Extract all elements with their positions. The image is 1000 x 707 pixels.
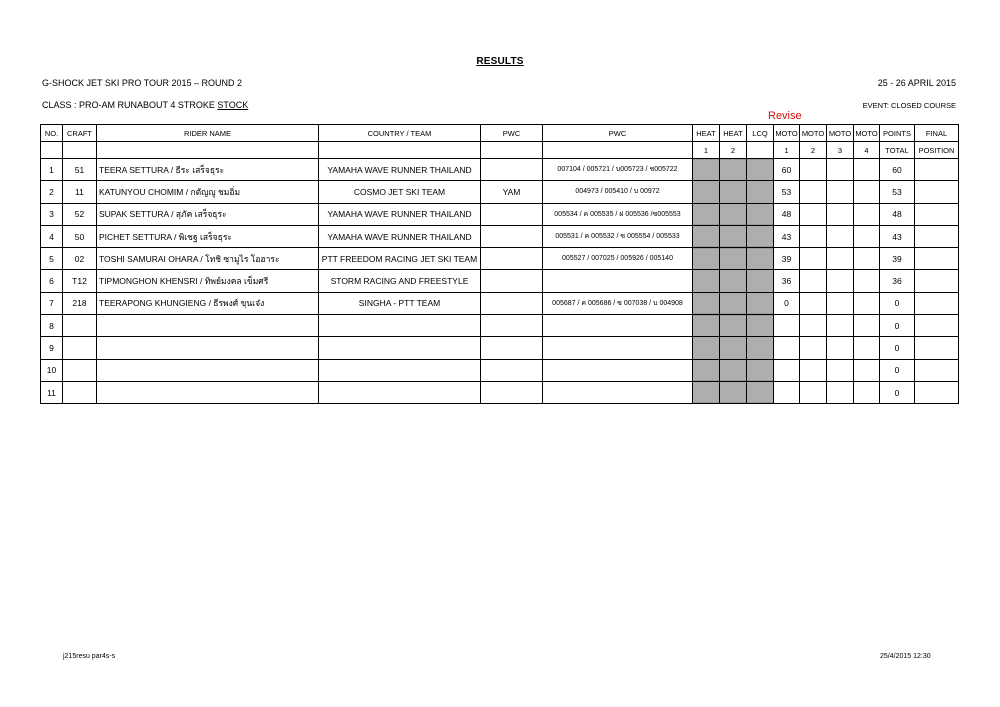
- lcq-cell: [747, 381, 774, 403]
- pwc-make: [481, 292, 543, 314]
- pwc-numbers: [543, 359, 693, 381]
- pwc-make: [481, 203, 543, 225]
- moto-1-points: [774, 337, 800, 359]
- moto-2-points: [800, 381, 827, 403]
- country-team: [319, 337, 481, 359]
- row-number: 2: [41, 181, 63, 203]
- moto-3-points: [827, 270, 854, 292]
- rider-name: [97, 315, 319, 337]
- lcq-cell: [747, 359, 774, 381]
- rider-name: TEERAPONG KHUNGIENG / ธีรพงศ์ ขุนเจ๋ง: [97, 292, 319, 314]
- moto-3-points: [827, 337, 854, 359]
- moto-4-points: [854, 225, 880, 247]
- lcq-cell: [747, 270, 774, 292]
- rider-name: TOSHI SAMURAI OHARA / โทชิ ซามูไร โอฮาระ: [97, 248, 319, 270]
- pwc-numbers: 005534 / ค 005535 / ฝ 005536 /ซ005553: [543, 203, 693, 225]
- moto-1-points: [774, 315, 800, 337]
- final-position: [915, 225, 959, 247]
- moto-3-points: [827, 225, 854, 247]
- pwc-numbers: 005531 / ค 005532 / ซ 005554 / 005533: [543, 225, 693, 247]
- country-team: YAMAHA WAVE RUNNER THAILAND: [319, 159, 481, 181]
- final-position: [915, 181, 959, 203]
- rider-name: SUPAK SETTURA / สุภัค เสร็จธุระ: [97, 203, 319, 225]
- heat-2-cell: [720, 270, 747, 292]
- points-total: 0: [880, 359, 915, 381]
- column-header: LCQ: [747, 125, 774, 142]
- row-number: 1: [41, 159, 63, 181]
- moto-1-points: 60: [774, 159, 800, 181]
- points-total: 0: [880, 381, 915, 403]
- craft-number: [63, 337, 97, 359]
- rider-name: TEERA SETTURA / ธีระ เสร็จธุระ: [97, 159, 319, 181]
- pwc-numbers: 007104 / 005721 / บ005723 / ช005722: [543, 159, 693, 181]
- column-subheader: [543, 142, 693, 159]
- results-table: [40, 124, 959, 404]
- points-total: 36: [880, 270, 915, 292]
- lcq-cell: [747, 292, 774, 314]
- row-number: 5: [41, 248, 63, 270]
- column-header: MOTO: [800, 125, 827, 142]
- heat-2-cell: [720, 292, 747, 314]
- moto-2-points: [800, 270, 827, 292]
- heat-1-cell: [693, 292, 720, 314]
- moto-2-points: [800, 203, 827, 225]
- column-header: PWC: [543, 125, 693, 142]
- pwc-make: [481, 381, 543, 403]
- column-subheader: [319, 142, 481, 159]
- rider-name: TIPMONGHON KHENSRI / ทิพย์มงคล เข็มศรี: [97, 270, 319, 292]
- craft-number: T12: [63, 270, 97, 292]
- class-prefix: CLASS : PRO-AM RUNABOUT 4 STROKE: [42, 100, 218, 110]
- moto-2-points: [800, 225, 827, 247]
- column-header: POINTS: [880, 125, 915, 142]
- country-team: STORM RACING AND FREESTYLE: [319, 270, 481, 292]
- craft-number: 218: [63, 292, 97, 314]
- column-subheader: 1: [693, 142, 720, 159]
- moto-1-points: 43: [774, 225, 800, 247]
- column-header: MOTO: [827, 125, 854, 142]
- column-subheader: 2: [800, 142, 827, 159]
- lcq-cell: [747, 159, 774, 181]
- lcq-cell: [747, 337, 774, 359]
- heat-1-cell: [693, 315, 720, 337]
- pwc-numbers: [543, 337, 693, 359]
- rider-name: PICHET SETTURA / พิเชฐ เสร็จธุระ: [97, 225, 319, 247]
- craft-number: [63, 359, 97, 381]
- row-number: 7: [41, 292, 63, 314]
- table-row: [41, 181, 959, 203]
- lcq-cell: [747, 248, 774, 270]
- table-row: [41, 292, 959, 314]
- heat-2-cell: [720, 181, 747, 203]
- craft-number: [63, 315, 97, 337]
- moto-4-points: [854, 381, 880, 403]
- heat-1-cell: [693, 270, 720, 292]
- pwc-numbers: 004973 / 005410 / บ 00972: [543, 181, 693, 203]
- moto-4-points: [854, 359, 880, 381]
- column-header: HEAT: [693, 125, 720, 142]
- lcq-cell: [747, 181, 774, 203]
- country-team: PTT FREEDOM RACING JET SKI TEAM: [319, 248, 481, 270]
- pwc-numbers: 005527 / 007025 / 005926 / 005140: [543, 248, 693, 270]
- country-team: [319, 359, 481, 381]
- craft-number: [63, 381, 97, 403]
- points-total: 43: [880, 225, 915, 247]
- table-row: [41, 315, 959, 337]
- row-number: 11: [41, 381, 63, 403]
- country-team: [319, 381, 481, 403]
- heat-2-cell: [720, 315, 747, 337]
- column-subheader: [63, 142, 97, 159]
- row-number: 3: [41, 203, 63, 225]
- moto-3-points: [827, 181, 854, 203]
- final-position: [915, 337, 959, 359]
- points-total: 60: [880, 159, 915, 181]
- final-position: [915, 359, 959, 381]
- row-number: 8: [41, 315, 63, 337]
- pwc-numbers: [543, 315, 693, 337]
- table-row: [41, 337, 959, 359]
- moto-4-points: [854, 337, 880, 359]
- moto-3-points: [827, 248, 854, 270]
- heat-1-cell: [693, 248, 720, 270]
- heat-2-cell: [720, 225, 747, 247]
- column-header: RIDER NAME: [97, 125, 319, 142]
- class-line: [42, 100, 248, 110]
- table-row: [41, 203, 959, 225]
- points-total: 48: [880, 203, 915, 225]
- moto-2-points: [800, 359, 827, 381]
- pwc-make: YAM: [481, 181, 543, 203]
- column-subheader: [97, 142, 319, 159]
- heat-1-cell: [693, 203, 720, 225]
- final-position: [915, 270, 959, 292]
- class-stock: STOCK: [217, 100, 249, 110]
- rider-name: [97, 337, 319, 359]
- moto-1-points: [774, 359, 800, 381]
- points-total: 53: [880, 181, 915, 203]
- final-position: [915, 159, 959, 181]
- column-subheader: TOTAL: [880, 142, 915, 159]
- rider-name: [97, 359, 319, 381]
- heat-2-cell: [720, 381, 747, 403]
- heat-2-cell: [720, 359, 747, 381]
- pwc-numbers: [543, 381, 693, 403]
- final-position: [915, 203, 959, 225]
- moto-4-points: [854, 315, 880, 337]
- row-number: 10: [41, 359, 63, 381]
- moto-4-points: [854, 159, 880, 181]
- pwc-make: [481, 337, 543, 359]
- revise-label: Revise: [768, 110, 802, 122]
- rider-name: [97, 381, 319, 403]
- country-team: YAMAHA WAVE RUNNER THAILAND: [319, 203, 481, 225]
- moto-2-points: [800, 159, 827, 181]
- heat-2-cell: [720, 203, 747, 225]
- heat-2-cell: [720, 159, 747, 181]
- moto-4-points: [854, 203, 880, 225]
- header-row-bottom: [41, 142, 959, 159]
- heat-1-cell: [693, 381, 720, 403]
- column-header: CRAFT: [63, 125, 97, 142]
- column-header: NO.: [41, 125, 63, 142]
- heat-2-cell: [720, 248, 747, 270]
- pwc-numbers: [543, 270, 693, 292]
- column-subheader: 4: [854, 142, 880, 159]
- event-name: G-SHOCK JET SKI PRO TOUR 2015 – ROUND 2: [42, 78, 243, 88]
- column-header: MOTO: [854, 125, 880, 142]
- column-subheader: [481, 142, 543, 159]
- footer-timestamp: 25/4/2015 12:30: [880, 653, 931, 660]
- moto-3-points: [827, 292, 854, 314]
- pwc-make: [481, 359, 543, 381]
- table-row: [41, 359, 959, 381]
- points-total: 0: [880, 315, 915, 337]
- final-position: [915, 315, 959, 337]
- craft-number: 02: [63, 248, 97, 270]
- row-number: 6: [41, 270, 63, 292]
- event-date: 25 - 26 APRIL 2015: [877, 78, 956, 88]
- moto-4-points: [854, 270, 880, 292]
- pwc-make: [481, 225, 543, 247]
- moto-1-points: 0: [774, 292, 800, 314]
- lcq-cell: [747, 225, 774, 247]
- craft-number: 50: [63, 225, 97, 247]
- points-total: 0: [880, 337, 915, 359]
- moto-1-points: 39: [774, 248, 800, 270]
- heat-2-cell: [720, 337, 747, 359]
- table-row: [41, 381, 959, 403]
- lcq-cell: [747, 203, 774, 225]
- row-number: 9: [41, 337, 63, 359]
- moto-3-points: [827, 203, 854, 225]
- row-number: 4: [41, 225, 63, 247]
- country-team: COSMO JET SKI TEAM: [319, 181, 481, 203]
- moto-1-points: 48: [774, 203, 800, 225]
- rider-name: KATUNYOU CHOMIM / กตัญญู ชมอิ่ม: [97, 181, 319, 203]
- event-type: EVENT: CLOSED COURSE: [862, 101, 956, 110]
- moto-4-points: [854, 292, 880, 314]
- pwc-numbers: 005687 / ค 005686 / ซ 007038 / บ 004908: [543, 292, 693, 314]
- moto-1-points: [774, 381, 800, 403]
- moto-3-points: [827, 159, 854, 181]
- country-team: YAMAHA WAVE RUNNER THAILAND: [319, 225, 481, 247]
- moto-2-points: [800, 181, 827, 203]
- pwc-make: [481, 159, 543, 181]
- column-subheader: [41, 142, 63, 159]
- page-title: RESULTS: [476, 56, 524, 67]
- pwc-make: [481, 315, 543, 337]
- heat-1-cell: [693, 225, 720, 247]
- column-subheader: 1: [774, 142, 800, 159]
- table-row: [41, 248, 959, 270]
- column-subheader: 3: [827, 142, 854, 159]
- moto-2-points: [800, 292, 827, 314]
- table-row: [41, 270, 959, 292]
- moto-4-points: [854, 248, 880, 270]
- column-subheader: POSITION: [915, 142, 959, 159]
- points-total: 39: [880, 248, 915, 270]
- heat-1-cell: [693, 359, 720, 381]
- heat-1-cell: [693, 337, 720, 359]
- moto-1-points: 53: [774, 181, 800, 203]
- craft-number: 11: [63, 181, 97, 203]
- results-table-body: [41, 125, 959, 404]
- column-header: FINAL: [915, 125, 959, 142]
- column-header: HEAT: [720, 125, 747, 142]
- craft-number: 52: [63, 203, 97, 225]
- final-position: [915, 381, 959, 403]
- heat-1-cell: [693, 181, 720, 203]
- moto-1-points: 36: [774, 270, 800, 292]
- moto-3-points: [827, 315, 854, 337]
- points-total: 0: [880, 292, 915, 314]
- final-position: [915, 292, 959, 314]
- heat-1-cell: [693, 159, 720, 181]
- country-team: [319, 315, 481, 337]
- craft-number: 51: [63, 159, 97, 181]
- moto-4-points: [854, 181, 880, 203]
- moto-2-points: [800, 315, 827, 337]
- column-subheader: 2: [720, 142, 747, 159]
- moto-2-points: [800, 337, 827, 359]
- pwc-make: [481, 270, 543, 292]
- column-header: COUNTRY / TEAM: [319, 125, 481, 142]
- header-row-top: [41, 125, 959, 142]
- footer-file-name: j215resu par4s-s: [63, 653, 116, 660]
- moto-2-points: [800, 248, 827, 270]
- final-position: [915, 248, 959, 270]
- table-row: [41, 225, 959, 247]
- lcq-cell: [747, 315, 774, 337]
- column-header: PWC: [481, 125, 543, 142]
- pwc-make: [481, 248, 543, 270]
- moto-3-points: [827, 381, 854, 403]
- table-row: [41, 159, 959, 181]
- moto-3-points: [827, 359, 854, 381]
- column-subheader: [747, 142, 774, 159]
- column-header: MOTO: [774, 125, 800, 142]
- country-team: SINGHA - PTT TEAM: [319, 292, 481, 314]
